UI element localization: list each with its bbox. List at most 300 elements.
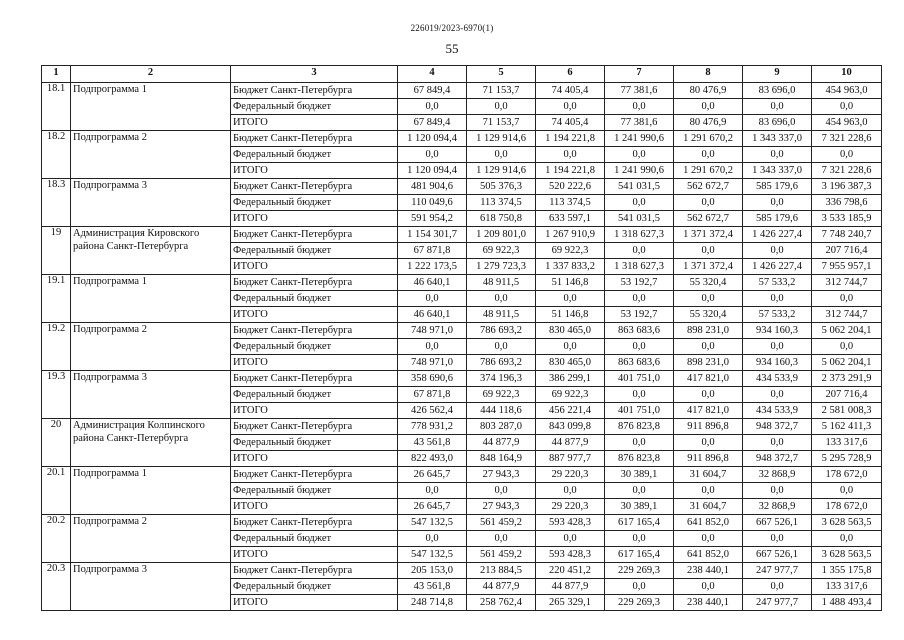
amount-cell: 1 343 337,0	[743, 131, 812, 147]
amount-cell: 77 381,6	[605, 83, 674, 99]
amount-cell: 57 533,2	[743, 307, 812, 323]
amount-cell: 481 904,6	[398, 179, 467, 195]
program-name-cell: Подпрограмма 3	[71, 371, 231, 419]
amount-cell: 48 911,5	[467, 307, 536, 323]
amount-cell: 1 209 801,0	[467, 227, 536, 243]
amount-cell: 0,0	[674, 339, 743, 355]
amount-cell: 26 645,7	[398, 467, 467, 483]
amount-cell: 401 751,0	[605, 403, 674, 419]
amount-cell: 7 748 240,7	[812, 227, 882, 243]
amount-cell: 561 459,2	[467, 547, 536, 563]
row-number-cell: 18.2	[42, 131, 71, 179]
amount-cell: 229 269,3	[605, 563, 674, 579]
amount-cell: 426 562,4	[398, 403, 467, 419]
amount-cell: 207 716,4	[812, 243, 882, 259]
amount-cell: 0,0	[605, 579, 674, 595]
amount-cell: 0,0	[398, 147, 467, 163]
amount-cell: 562 672,7	[674, 179, 743, 195]
funding-source-cell: Федеральный бюджет	[231, 483, 398, 499]
amount-cell: 229 269,3	[605, 595, 674, 611]
amount-cell: 248 714,8	[398, 595, 467, 611]
funding-source-cell: Бюджет Санкт-Петербурга	[231, 83, 398, 99]
amount-cell: 0,0	[536, 339, 605, 355]
funding-source-cell: ИТОГО	[231, 163, 398, 179]
amount-cell: 113 374,5	[467, 195, 536, 211]
amount-cell: 591 954,2	[398, 211, 467, 227]
amount-cell: 786 693,2	[467, 355, 536, 371]
amount-cell: 207 716,4	[812, 387, 882, 403]
amount-cell: 617 165,4	[605, 515, 674, 531]
amount-cell: 27 943,3	[467, 499, 536, 515]
amount-cell: 312 744,7	[812, 275, 882, 291]
amount-cell: 0,0	[674, 579, 743, 595]
column-header: 9	[743, 66, 812, 83]
document-code: 226019/2023-6970(1)	[410, 23, 494, 33]
amount-cell: 133 317,6	[812, 435, 882, 451]
amount-cell: 0,0	[605, 147, 674, 163]
row-number-cell: 20	[42, 419, 71, 467]
funding-source-cell: Федеральный бюджет	[231, 387, 398, 403]
row-number-cell: 19.3	[42, 371, 71, 419]
amount-cell: 74 405,4	[536, 83, 605, 99]
amount-cell: 0,0	[605, 243, 674, 259]
amount-cell: 0,0	[467, 531, 536, 547]
amount-cell: 1 241 990,6	[605, 131, 674, 147]
amount-cell: 454 963,0	[812, 115, 882, 131]
row-number-cell: 19.2	[42, 323, 71, 371]
table-row	[42, 515, 882, 531]
funding-source-cell: Бюджет Санкт-Петербурга	[231, 323, 398, 339]
amount-cell: 69 922,3	[467, 243, 536, 259]
amount-cell: 53 192,7	[605, 275, 674, 291]
amount-cell: 5 062 204,1	[812, 355, 882, 371]
amount-cell: 55 320,4	[674, 307, 743, 323]
amount-cell: 1 279 723,3	[467, 259, 536, 275]
row-number-cell: 18.3	[42, 179, 71, 227]
amount-cell: 456 221,4	[536, 403, 605, 419]
amount-cell: 31 604,7	[674, 467, 743, 483]
row-number-cell: 19.1	[42, 275, 71, 323]
amount-cell: 44 877,9	[536, 435, 605, 451]
amount-cell: 0,0	[605, 435, 674, 451]
amount-cell: 593 428,3	[536, 547, 605, 563]
amount-cell: 178 672,0	[812, 467, 882, 483]
amount-cell: 0,0	[743, 147, 812, 163]
amount-cell: 0,0	[605, 483, 674, 499]
amount-cell: 934 160,3	[743, 323, 812, 339]
amount-cell: 417 821,0	[674, 371, 743, 387]
table-row	[42, 419, 882, 435]
row-number-cell: 19	[42, 227, 71, 275]
amount-cell: 541 031,5	[605, 179, 674, 195]
amount-cell: 876 823,8	[605, 451, 674, 467]
amount-cell: 1 120 094,4	[398, 131, 467, 147]
amount-cell: 0,0	[536, 483, 605, 499]
table-row	[42, 371, 882, 387]
amount-cell: 1 371 372,4	[674, 259, 743, 275]
amount-cell: 1 129 914,6	[467, 163, 536, 179]
funding-source-cell: Бюджет Санкт-Петербурга	[231, 467, 398, 483]
amount-cell: 0,0	[467, 483, 536, 499]
table-row	[42, 275, 882, 291]
amount-cell: 547 132,5	[398, 547, 467, 563]
amount-cell: 247 977,7	[743, 595, 812, 611]
amount-cell: 0,0	[743, 387, 812, 403]
funding-source-cell: Федеральный бюджет	[231, 531, 398, 547]
amount-cell: 0,0	[398, 483, 467, 499]
amount-cell: 0,0	[812, 147, 882, 163]
amount-cell: 520 222,6	[536, 179, 605, 195]
program-name-cell: Подпрограмма 1	[71, 275, 231, 323]
amount-cell: 30 389,1	[605, 467, 674, 483]
table-row	[42, 83, 882, 99]
amount-cell: 31 604,7	[674, 499, 743, 515]
amount-cell: 585 179,6	[743, 211, 812, 227]
amount-cell: 778 931,2	[398, 419, 467, 435]
amount-cell: 541 031,5	[605, 211, 674, 227]
amount-cell: 1 318 627,3	[605, 259, 674, 275]
amount-cell: 633 597,1	[536, 211, 605, 227]
amount-cell: 1 291 670,2	[674, 131, 743, 147]
funding-source-cell: Федеральный бюджет	[231, 195, 398, 211]
amount-cell: 0,0	[536, 147, 605, 163]
amount-cell: 0,0	[674, 387, 743, 403]
amount-cell: 46 640,1	[398, 275, 467, 291]
amount-cell: 0,0	[605, 387, 674, 403]
amount-cell: 0,0	[812, 339, 882, 355]
funding-source-cell: Федеральный бюджет	[231, 291, 398, 307]
amount-cell: 843 099,8	[536, 419, 605, 435]
table-row	[42, 563, 882, 579]
amount-cell: 32 868,9	[743, 499, 812, 515]
amount-cell: 5 295 728,9	[812, 451, 882, 467]
amount-cell: 454 963,0	[812, 83, 882, 99]
amount-cell: 386 299,1	[536, 371, 605, 387]
funding-source-cell: Бюджет Санкт-Петербурга	[231, 563, 398, 579]
amount-cell: 71 153,7	[467, 115, 536, 131]
column-header: 4	[398, 66, 467, 83]
amount-cell: 57 533,2	[743, 275, 812, 291]
amount-cell: 1 222 173,5	[398, 259, 467, 275]
amount-cell: 887 977,7	[536, 451, 605, 467]
program-name-cell: Подпрограмма 1	[71, 83, 231, 131]
amount-cell: 67 871,8	[398, 243, 467, 259]
amount-cell: 0,0	[398, 99, 467, 115]
amount-cell: 876 823,8	[605, 419, 674, 435]
amount-cell: 44 877,9	[467, 579, 536, 595]
column-header: 3	[231, 66, 398, 83]
program-name-cell: Подпрограмма 2	[71, 515, 231, 563]
amount-cell: 0,0	[467, 291, 536, 307]
amount-cell: 1 343 337,0	[743, 163, 812, 179]
amount-cell: 0,0	[605, 339, 674, 355]
amount-cell: 1 355 175,8	[812, 563, 882, 579]
funding-source-cell: Бюджет Санкт-Петербурга	[231, 371, 398, 387]
amount-cell: 1 318 627,3	[605, 227, 674, 243]
amount-cell: 863 683,6	[605, 323, 674, 339]
row-number-cell: 20.3	[42, 563, 71, 611]
amount-cell: 74 405,4	[536, 115, 605, 131]
amount-cell: 0,0	[674, 243, 743, 259]
amount-cell: 1 267 910,9	[536, 227, 605, 243]
table-row	[42, 179, 882, 195]
amount-cell: 911 896,8	[674, 419, 743, 435]
table-row	[42, 131, 882, 147]
amount-cell: 32 868,9	[743, 467, 812, 483]
row-number-cell: 20.1	[42, 467, 71, 515]
amount-cell: 312 744,7	[812, 307, 882, 323]
funding-source-cell: ИТОГО	[231, 259, 398, 275]
amount-cell: 0,0	[812, 99, 882, 115]
program-name-cell: Администрация Колпинского района Санкт-Петербурга	[71, 419, 231, 467]
table-header-row	[42, 66, 882, 83]
amount-cell: 0,0	[812, 531, 882, 547]
amount-cell: 1 291 670,2	[674, 163, 743, 179]
amount-cell: 1 337 833,2	[536, 259, 605, 275]
amount-cell: 0,0	[605, 531, 674, 547]
column-header: 10	[812, 66, 882, 83]
funding-source-cell: Федеральный бюджет	[231, 99, 398, 115]
program-name-cell: Подпрограмма 3	[71, 563, 231, 611]
amount-cell: 238 440,1	[674, 595, 743, 611]
amount-cell: 0,0	[536, 531, 605, 547]
row-number-cell: 20.2	[42, 515, 71, 563]
amount-cell: 3 533 185,9	[812, 211, 882, 227]
amount-cell: 1 426 227,4	[743, 259, 812, 275]
funding-source-cell: Бюджет Санкт-Петербурга	[231, 419, 398, 435]
amount-cell: 0,0	[398, 531, 467, 547]
funding-source-cell: Федеральный бюджет	[231, 147, 398, 163]
amount-cell: 1 194 221,8	[536, 131, 605, 147]
amount-cell: 51 146,8	[536, 307, 605, 323]
amount-cell: 822 493,0	[398, 451, 467, 467]
amount-cell: 1 488 493,4	[812, 595, 882, 611]
amount-cell: 51 146,8	[536, 275, 605, 291]
amount-cell: 7 321 228,6	[812, 163, 882, 179]
amount-cell: 265 329,1	[536, 595, 605, 611]
row-number-cell: 18.1	[42, 83, 71, 131]
amount-cell: 0,0	[743, 579, 812, 595]
amount-cell: 336 798,6	[812, 195, 882, 211]
amount-cell: 69 922,3	[467, 387, 536, 403]
funding-source-cell: Федеральный бюджет	[231, 339, 398, 355]
amount-cell: 258 762,4	[467, 595, 536, 611]
funding-source-cell: Федеральный бюджет	[231, 243, 398, 259]
amount-cell: 786 693,2	[467, 323, 536, 339]
amount-cell: 48 911,5	[467, 275, 536, 291]
amount-cell: 0,0	[398, 291, 467, 307]
amount-cell: 434 533,9	[743, 371, 812, 387]
funding-source-cell: ИТОГО	[231, 451, 398, 467]
amount-cell: 1 129 914,6	[467, 131, 536, 147]
amount-cell: 3 628 563,5	[812, 547, 882, 563]
amount-cell: 2 373 291,9	[812, 371, 882, 387]
table-row	[42, 323, 882, 339]
column-header: 8	[674, 66, 743, 83]
amount-cell: 0,0	[812, 291, 882, 307]
funding-source-cell: ИТОГО	[231, 355, 398, 371]
amount-cell: 205 153,0	[398, 563, 467, 579]
program-name-cell: Подпрограмма 1	[71, 467, 231, 515]
amount-cell: 848 164,9	[467, 451, 536, 467]
amount-cell: 2 581 008,3	[812, 403, 882, 419]
amount-cell: 5 062 204,1	[812, 323, 882, 339]
amount-cell: 1 120 094,4	[398, 163, 467, 179]
program-name-cell: Администрация Кировского района Санкт-Петербурга	[71, 227, 231, 275]
amount-cell: 43 561,8	[398, 579, 467, 595]
funding-source-cell: ИТОГО	[231, 547, 398, 563]
amount-cell: 3 628 563,5	[812, 515, 882, 531]
amount-cell: 27 943,3	[467, 467, 536, 483]
amount-cell: 69 922,3	[536, 387, 605, 403]
amount-cell: 948 372,7	[743, 419, 812, 435]
amount-cell: 7 955 957,1	[812, 259, 882, 275]
amount-cell: 934 160,3	[743, 355, 812, 371]
amount-cell: 561 459,2	[467, 515, 536, 531]
amount-cell: 0,0	[674, 435, 743, 451]
funding-source-cell: Бюджет Санкт-Петербурга	[231, 275, 398, 291]
funding-source-cell: ИТОГО	[231, 499, 398, 515]
column-header: 2	[71, 66, 231, 83]
amount-cell: 641 852,0	[674, 515, 743, 531]
amount-cell: 0,0	[536, 291, 605, 307]
amount-cell: 67 849,4	[398, 115, 467, 131]
amount-cell: 748 971,0	[398, 323, 467, 339]
amount-cell: 803 287,0	[467, 419, 536, 435]
amount-cell: 0,0	[674, 531, 743, 547]
amount-cell: 55 320,4	[674, 275, 743, 291]
amount-cell: 0,0	[467, 99, 536, 115]
amount-cell: 1 241 990,6	[605, 163, 674, 179]
funding-source-cell: Бюджет Санкт-Петербурга	[231, 515, 398, 531]
amount-cell: 69 922,3	[536, 243, 605, 259]
amount-cell: 67 849,4	[398, 83, 467, 99]
amount-cell: 0,0	[674, 99, 743, 115]
amount-cell: 67 871,8	[398, 387, 467, 403]
funding-source-cell: ИТОГО	[231, 211, 398, 227]
funding-source-cell: ИТОГО	[231, 115, 398, 131]
column-header: 5	[467, 66, 536, 83]
amount-cell: 863 683,6	[605, 355, 674, 371]
amount-cell: 3 196 387,3	[812, 179, 882, 195]
table-row	[42, 467, 882, 483]
page-number: 55	[445, 41, 459, 56]
amount-cell: 1 154 301,7	[398, 227, 467, 243]
amount-cell: 0,0	[743, 291, 812, 307]
amount-cell: 53 192,7	[605, 307, 674, 323]
amount-cell: 0,0	[743, 435, 812, 451]
amount-cell: 948 372,7	[743, 451, 812, 467]
amount-cell: 0,0	[743, 483, 812, 499]
amount-cell: 44 877,9	[536, 579, 605, 595]
amount-cell: 748 971,0	[398, 355, 467, 371]
column-header: 6	[536, 66, 605, 83]
amount-cell: 0,0	[467, 147, 536, 163]
amount-cell: 444 118,6	[467, 403, 536, 419]
amount-cell: 238 440,1	[674, 563, 743, 579]
amount-cell: 505 376,3	[467, 179, 536, 195]
funding-source-cell: Федеральный бюджет	[231, 579, 398, 595]
amount-cell: 80 476,9	[674, 115, 743, 131]
amount-cell: 113 374,5	[536, 195, 605, 211]
amount-cell: 0,0	[743, 243, 812, 259]
funding-source-cell: Бюджет Санкт-Петербурга	[231, 227, 398, 243]
amount-cell: 1 371 372,4	[674, 227, 743, 243]
amount-cell: 0,0	[743, 339, 812, 355]
amount-cell: 0,0	[605, 291, 674, 307]
program-name-cell: Подпрограмма 2	[71, 323, 231, 371]
amount-cell: 71 153,7	[467, 83, 536, 99]
amount-cell: 77 381,6	[605, 115, 674, 131]
amount-cell: 1 426 227,4	[743, 227, 812, 243]
amount-cell: 0,0	[536, 99, 605, 115]
amount-cell: 247 977,7	[743, 563, 812, 579]
amount-cell: 1 194 221,8	[536, 163, 605, 179]
funding-source-cell: ИТОГО	[231, 307, 398, 323]
amount-cell: 46 640,1	[398, 307, 467, 323]
amount-cell: 830 465,0	[536, 323, 605, 339]
funding-source-cell: Федеральный бюджет	[231, 435, 398, 451]
amount-cell: 83 696,0	[743, 83, 812, 99]
amount-cell: 110 049,6	[398, 195, 467, 211]
amount-cell: 667 526,1	[743, 515, 812, 531]
amount-cell: 898 231,0	[674, 355, 743, 371]
amount-cell: 401 751,0	[605, 371, 674, 387]
amount-cell: 358 690,6	[398, 371, 467, 387]
amount-cell: 133 317,6	[812, 579, 882, 595]
amount-cell: 0,0	[398, 339, 467, 355]
table-body	[42, 83, 882, 611]
column-header: 1	[42, 66, 71, 83]
amount-cell: 0,0	[467, 339, 536, 355]
amount-cell: 0,0	[605, 99, 674, 115]
funding-source-cell: ИТОГО	[231, 403, 398, 419]
amount-cell: 898 231,0	[674, 323, 743, 339]
amount-cell: 26 645,7	[398, 499, 467, 515]
amount-cell: 0,0	[812, 483, 882, 499]
amount-cell: 220 451,2	[536, 563, 605, 579]
amount-cell: 0,0	[674, 483, 743, 499]
program-name-cell: Подпрограмма 2	[71, 131, 231, 179]
amount-cell: 562 672,7	[674, 211, 743, 227]
table-row	[42, 227, 882, 243]
amount-cell: 44 877,9	[467, 435, 536, 451]
funding-source-cell: Бюджет Санкт-Петербурга	[231, 131, 398, 147]
amount-cell: 83 696,0	[743, 115, 812, 131]
amount-cell: 0,0	[605, 195, 674, 211]
amount-cell: 29 220,3	[536, 499, 605, 515]
amount-cell: 0,0	[674, 147, 743, 163]
program-name-cell: Подпрограмма 3	[71, 179, 231, 227]
amount-cell: 7 321 228,6	[812, 131, 882, 147]
amount-cell: 0,0	[743, 195, 812, 211]
amount-cell: 911 896,8	[674, 451, 743, 467]
amount-cell: 434 533,9	[743, 403, 812, 419]
amount-cell: 0,0	[743, 99, 812, 115]
column-header: 7	[605, 66, 674, 83]
amount-cell: 5 162 411,3	[812, 419, 882, 435]
budget-table	[41, 65, 882, 611]
amount-cell: 0,0	[743, 531, 812, 547]
amount-cell: 29 220,3	[536, 467, 605, 483]
amount-cell: 617 165,4	[605, 547, 674, 563]
amount-cell: 0,0	[674, 291, 743, 307]
amount-cell: 178 672,0	[812, 499, 882, 515]
amount-cell: 593 428,3	[536, 515, 605, 531]
amount-cell: 547 132,5	[398, 515, 467, 531]
amount-cell: 374 196,3	[467, 371, 536, 387]
amount-cell: 667 526,1	[743, 547, 812, 563]
